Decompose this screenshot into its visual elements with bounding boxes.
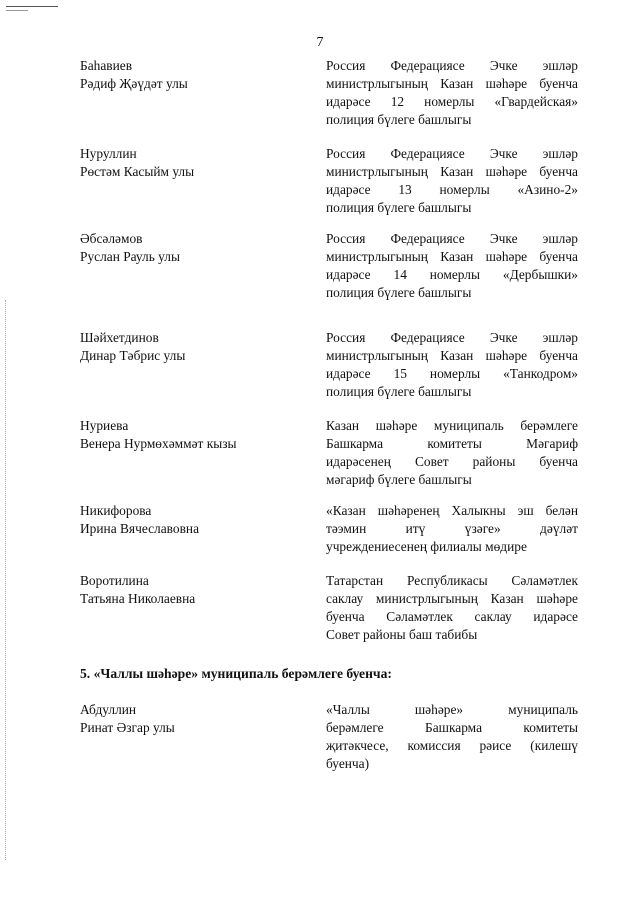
position-line: идарәсе 15 номерлы «Танкодром» <box>326 366 578 381</box>
member-name <box>80 57 310 93</box>
scan-artifact-line <box>6 6 58 7</box>
member-position <box>326 57 578 129</box>
member-position <box>326 701 578 773</box>
member-given-name: Динар Тәбрис улы <box>80 348 186 363</box>
position-line: саклау министрлыгының Казан шәһәре <box>326 591 578 606</box>
member-given-name: Татьяна Николаевна <box>80 591 196 606</box>
member-position <box>326 417 578 489</box>
position-line: «Казан шәһәренең Халыкны эш белән <box>326 503 578 518</box>
position-line: «Чаллы шәһәре» муниципаль <box>326 702 578 717</box>
member-surname: Әбсәләмов <box>80 231 143 246</box>
member-given-name: Ирина Вячеславовна <box>80 521 200 536</box>
member-given-name: Руслан Рауль улы <box>80 249 180 264</box>
member-position <box>326 502 578 556</box>
position-line: Башкарма комитеты Мәгариф <box>326 436 578 451</box>
member-given-name: Рөстәм Касыйм улы <box>80 164 195 179</box>
member-surname: Никифорова <box>80 503 152 518</box>
member-surname: Нуриева <box>80 418 129 433</box>
section-heading: 5. «Чаллы шәһәре» муниципаль берәмлеге буенча: <box>80 666 392 681</box>
position-line: Россия Федерациясе Эчке эшләр <box>326 146 578 161</box>
position-line: идарәсе 13 номерлы «Азино-2» <box>326 182 578 197</box>
position-line: Россия Федерациясе Эчке эшләр <box>326 58 578 73</box>
position-line: полиция бүлеге башлыгы <box>326 285 472 300</box>
page-number: 7 <box>316 35 324 50</box>
member-name <box>80 145 310 181</box>
member-name <box>80 502 310 538</box>
scan-artifact-line-short <box>6 10 28 11</box>
member-position <box>326 145 578 217</box>
position-line: Татарстан Республикасы Сәламәтлек <box>326 573 578 588</box>
member-surname: Шәйхетдинов <box>80 330 159 345</box>
member-name <box>80 417 310 453</box>
member-name <box>80 329 310 365</box>
position-line: Совет районы баш табибы <box>326 627 478 642</box>
position-line: берәмлеге Башкарма комитеты <box>326 720 578 735</box>
position-line: полиция бүлеге башлыгы <box>326 112 472 127</box>
member-position <box>326 230 578 302</box>
position-line: учреждениесенең филиалы мөдире <box>326 539 527 554</box>
position-line: идарәсе 12 номерлы «Гвардейская» <box>326 94 578 109</box>
member-surname: Абдуллин <box>80 702 137 717</box>
position-line: министрлыгының Казан шәһәре буенча <box>326 249 578 264</box>
scan-edge-dots <box>5 300 6 860</box>
member-given-name: Венера Нурмөхәммәт кызы <box>80 436 237 451</box>
member-name <box>80 230 310 266</box>
member-surname: Нуруллин <box>80 146 137 161</box>
position-line: буенча) <box>326 756 370 771</box>
member-given-name: Рәдиф Җәүдәт улы <box>80 76 188 91</box>
position-line: Россия Федерациясе Эчке эшләр <box>326 231 578 246</box>
member-given-name: Ринат Әзгар улы <box>80 720 175 735</box>
member-name <box>80 701 310 737</box>
position-line: министрлыгының Казан шәһәре буенча <box>326 76 578 91</box>
position-line: җитәкчесе, комиссия рәисе (килешү <box>326 738 578 753</box>
position-line: полиция бүлеге башлыгы <box>326 200 472 215</box>
position-line: мәгариф бүлеге башлыгы <box>326 472 472 487</box>
position-line: министрлыгының Казан шәһәре буенча <box>326 348 578 363</box>
member-position <box>326 572 578 644</box>
position-line: Россия Федерациясе Эчке эшләр <box>326 330 578 345</box>
member-surname: Баһавиев <box>80 58 133 73</box>
position-line: полиция бүлеге башлыгы <box>326 384 472 399</box>
position-line: тәэмин итү үзәге» дәүләт <box>326 521 578 536</box>
position-line: министрлыгының Казан шәһәре буенча <box>326 164 578 179</box>
member-name <box>80 572 310 608</box>
member-position <box>326 329 578 401</box>
position-line: идарәсенең Совет районы буенча <box>326 454 578 469</box>
position-line: идарәсе 14 номерлы «Дербышки» <box>326 267 578 282</box>
member-surname: Воротилина <box>80 573 149 588</box>
position-line: Казан шәһәре муниципаль берәмлеге <box>326 418 578 433</box>
position-line: буенча Сәламәтлек саклау идарәсе <box>326 609 578 624</box>
